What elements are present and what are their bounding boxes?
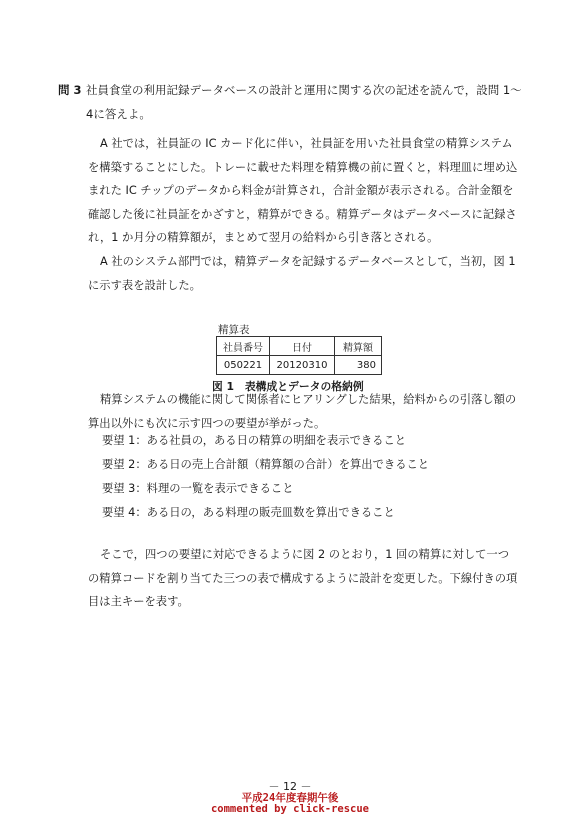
table-cell: 380 bbox=[335, 356, 382, 375]
question-text: 社員食堂の利用記録データベースの設計と運用に関する次の記述を読んで，設問 1〜4に答えよ。 bbox=[86, 83, 522, 121]
page-number: － 12 － bbox=[268, 780, 312, 793]
table-header-cell: 日付 bbox=[270, 337, 335, 356]
table-header-cell: 社員番号 bbox=[217, 337, 270, 356]
requirement-item: 要望 3：料理の一覧を表示できること bbox=[102, 482, 294, 495]
table-cell: 050221 bbox=[217, 356, 270, 375]
exam-label: 平成24年度春期午後 bbox=[241, 792, 339, 804]
requirement-item: 要望 2：ある日の売上合計額（精算額の合計）を算出できること bbox=[102, 458, 430, 471]
table-row bbox=[217, 356, 382, 375]
paragraph-design: A 社のシステム部門では，精算データを記録するデータベースとして，当初，図 1 に示す表を設計した。 bbox=[88, 255, 516, 292]
table-name: 精算表 bbox=[218, 324, 250, 336]
table-header-row bbox=[217, 337, 382, 356]
requirement-item: 要望 4：ある日の，ある料理の販売皿数を算出できること bbox=[102, 506, 395, 519]
paragraph-intro: A 社では，社員証の IC カード化に伴い，社員証を用いた社員食堂の精算システムを構築することにした。トレーに載せた料理を精算機の前に置くと，料理皿に埋め込まれた IC チップのデータから料金が計算され，合計金額が表示される。合計金額を確認した後に社員証をかざすと，精算ができる。精算データはデータベースに記録され，1 か月分の精算額が，まとめて翌月の給料から引き落とされる。 bbox=[88, 137, 518, 244]
figure-caption: 図 1 表構成とデータの格納例 bbox=[212, 380, 364, 393]
paragraph-redesign: そこで，四つの要望に対応できるように図 2 のとおり，1 回の精算に対して一つの精算コードを割り当てた三つの表で構成するように設計を変更した。下線付きの項目は主キーを表す。 bbox=[88, 548, 518, 608]
question-header bbox=[58, 78, 528, 126]
question-number: 問 3 bbox=[58, 83, 82, 97]
credit-label: commented by click-rescue bbox=[210, 803, 370, 815]
paragraph-hearing: 精算システムの機能に関して関係者にヒアリングした結果，給料からの引落し額の算出以外にも次に示す四つの要望が挙がった。 bbox=[88, 393, 517, 430]
requirement-item: 要望 1：ある社員の，ある日の精算の明細を表示できること bbox=[102, 434, 407, 447]
seisan-table bbox=[216, 336, 382, 375]
table-cell: 20120310 bbox=[270, 356, 335, 375]
table-header-cell: 精算額 bbox=[335, 337, 382, 356]
